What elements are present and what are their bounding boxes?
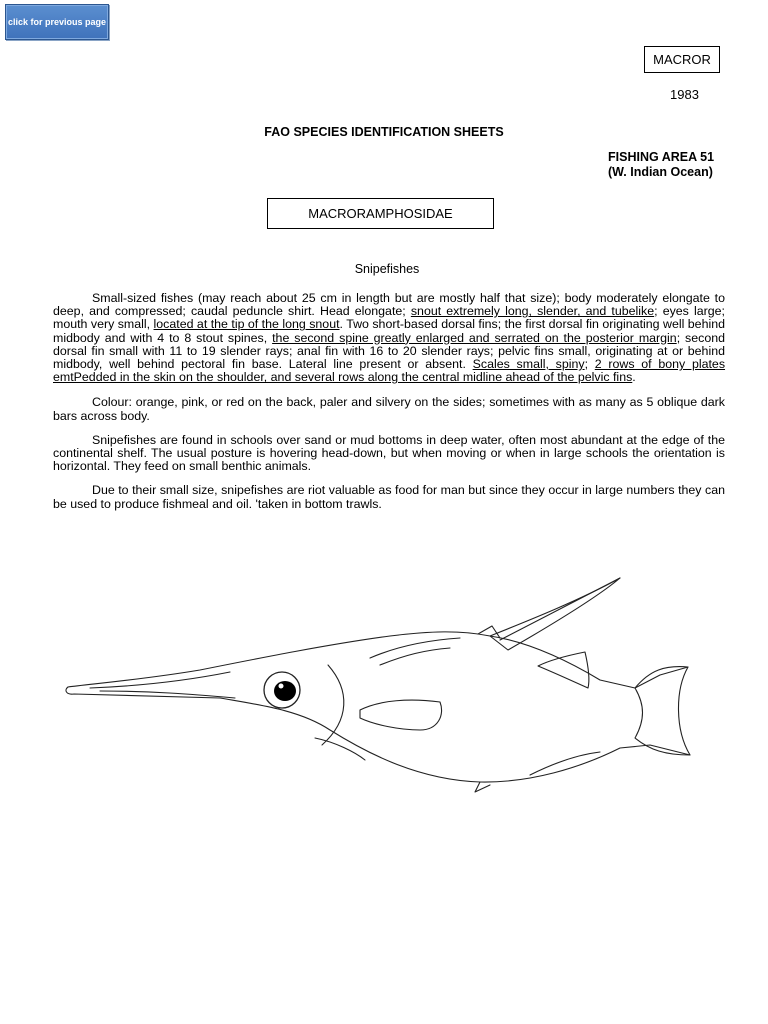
fish-body-outline bbox=[66, 687, 690, 782]
snipefish-illustration bbox=[60, 570, 700, 805]
fisheries-paragraph: Due to their small size, snipefishes are riot valuable as food for man but since they occur in large numbers they can be used to produce fishmeal and oil. 'taken in bottom trawls. bbox=[53, 483, 725, 511]
previous-page-button[interactable]: click for previous page bbox=[5, 4, 109, 40]
fishing-area bbox=[608, 150, 714, 180]
underlined-text: Scales small, spiny bbox=[472, 357, 585, 372]
description-paragraph bbox=[53, 292, 725, 384]
sheet-title: FAO SPECIES IDENTIFICATION SHEETS bbox=[264, 125, 504, 139]
description-text bbox=[53, 292, 725, 522]
underlined-text: the second spine greatly enlarged and serrated on the posterior margin bbox=[272, 330, 677, 345]
common-name: Snipefishes bbox=[354, 262, 420, 276]
colour-paragraph: Colour: orange, pink, or red on the back, paler and silvery on the sides; sometimes with as many as 5 oblique dark bars across body. bbox=[53, 395, 725, 423]
habitat-paragraph: Snipefishes are found in schools over sand or mud bottoms in deep water, often most abundant at the edge of the continental shelf. The usual posture is hovering head-down, but when moving or when in large schools the orientation is horizontal. They feed on small benthic animals. bbox=[53, 432, 725, 474]
dorsal-spine bbox=[490, 578, 620, 650]
text-run: ; eyes large; mouth very small, bbox=[53, 304, 725, 332]
fishing-area-number: FISHING AREA 51 bbox=[608, 150, 715, 164]
species-code-box: MACROR bbox=[644, 46, 720, 73]
anal-fin bbox=[530, 752, 600, 775]
underlined-text: located at the tip of the long snout bbox=[153, 317, 340, 332]
underlined-text: 2 rows of bony plates emtPedded in the skin on the shoulder, and several rows along the central midline ahead of the pelvic fins bbox=[53, 357, 726, 385]
pectoral-fin bbox=[360, 700, 442, 730]
year: 1983 bbox=[670, 87, 699, 102]
fish-back-outline bbox=[68, 632, 688, 688]
second-dorsal-fin bbox=[538, 652, 589, 688]
fishing-area-region: (W. Indian Ocean) bbox=[608, 165, 713, 179]
text-run: . Two short-based dorsal fins; the first dorsal fin originating well behind midbody and with 4 to 8 stout spines, bbox=[53, 317, 725, 345]
text-run: Small-sized fishes (may reach about 25 cm in length but are mostly half that size); body moderately elongate to deep, and compressed; caudal peduncle shirt. Head elongate; bbox=[53, 291, 725, 319]
caudal-fin bbox=[635, 667, 690, 755]
underlined-text: snout extremely long, slender, and tubelike bbox=[410, 304, 655, 319]
text-run: ; second dorsal fin small with 11 to 19 slender rays; anal fin with 16 to 20 slender rays; pelvic fins small, originating at or behind midbody, well behind pectoral fin base. Lateral line present or absent. bbox=[53, 330, 725, 372]
text-run: ; bbox=[584, 357, 595, 372]
family-name-box: MACRORAMPHOSIDAE bbox=[267, 198, 494, 229]
text-run: . bbox=[632, 370, 636, 385]
